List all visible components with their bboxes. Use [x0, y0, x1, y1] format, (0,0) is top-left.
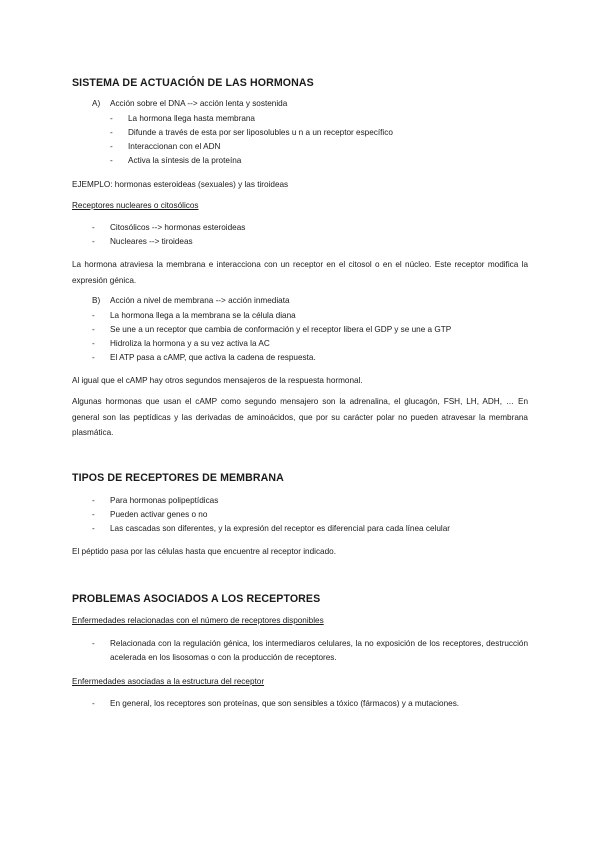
list-item: La hormona llega a la membrana se la célula diana — [110, 311, 296, 320]
dash: - — [110, 156, 113, 165]
section-title-problemas: PROBLEMAS ASOCIADOS A LOS RECEPTORES — [72, 593, 321, 605]
subheading: Enfermedades asociadas a la estructura del receptor — [72, 677, 265, 686]
list-heading-a: Acción sobre el DNA --> acción lenta y sostenida — [110, 99, 288, 108]
list-item: Relacionada con la regulación génica, los intermediaros celulares, la no exposición de los receptores, destrucción acelerada en los lisosomas o con la producción de receptores. — [110, 639, 528, 662]
list-item: Hidroliza la hormona y a su vez activa la AC — [110, 339, 270, 348]
ejemplo-text: EJEMPLO: hormonas esteroideas (sexuales) y las tiroideas — [72, 180, 289, 189]
dash: - — [92, 311, 95, 320]
list-item: En general, los receptores son proteínas, que son sensibles a tóxico (fármacos) y a mutaciones. — [110, 699, 460, 708]
section-title-hormonas: SISTEMA DE ACTUACIÓN DE LAS HORMONAS — [72, 77, 314, 89]
dash: - — [110, 114, 113, 123]
dash: - — [110, 128, 113, 137]
dash: - — [92, 524, 95, 533]
list-item: El ATP pasa a cAMP, que activa la cadena de respuesta. — [110, 353, 316, 362]
section-title-tipos: TIPOS DE RECEPTORES DE MEMBRANA — [72, 472, 284, 484]
subheading: Enfermedades relacionadas con el número de receptores disponibles — [72, 616, 324, 625]
paragraph: Algunas hormonas que usan el cAMP como segundo mensajero son la adrenalina, el glucagón, FSH, LH, ADH, … En general son las peptídicas y las derivadas de aminoácidos, que por su carácter polar no pueden atravesar la membrana plasmática. — [72, 397, 528, 437]
paragraph: Al igual que el cAMP hay otros segundos mensajeros de la respuesta hormonal. — [72, 376, 363, 385]
list-heading-b: Acción a nivel de membrana --> acción inmediata — [110, 296, 290, 305]
dash: - — [92, 237, 95, 246]
dash: - — [92, 639, 95, 648]
list-item: Citosólicos --> hormonas esteroideas — [110, 223, 246, 232]
list-item: Nucleares --> tiroideas — [110, 237, 193, 246]
list-item: Las cascadas son diferentes, y la expresión del receptor es diferencial para cada línea celular — [110, 524, 450, 533]
paragraph: El péptido pasa por las células hasta que encuentre al receptor indicado. — [72, 547, 336, 556]
list-item: Para hormonas polipeptídicas — [110, 496, 219, 505]
list-marker-a: A) — [92, 99, 101, 108]
list-item: Pueden activar genes o no — [110, 510, 208, 519]
dash: - — [92, 339, 95, 348]
list-item: Activa la síntesis de la proteína — [128, 156, 242, 165]
dash: - — [92, 353, 95, 362]
receptores-heading: Receptores nucleares o citosólicos — [72, 201, 199, 210]
dash: - — [92, 496, 95, 505]
dash: - — [92, 223, 95, 232]
list-item: Difunde a través de esta por ser liposolubles u n a un receptor específico — [128, 128, 393, 137]
paragraph: La hormona atraviesa la membrana e interacciona con un receptor en el citosol o en el núcleo. Este receptor modifica la expresión génica. — [72, 260, 528, 285]
dash: - — [110, 142, 113, 151]
list-marker-b: B) — [92, 296, 101, 305]
list-item: Se une a un receptor que cambia de conformación y el receptor libera el GDP y se une a GTP — [110, 325, 452, 334]
dash: - — [92, 325, 95, 334]
dash: - — [92, 510, 95, 519]
dash: - — [92, 699, 95, 708]
list-item: Interaccionan con el ADN — [128, 142, 221, 151]
list-item: La hormona llega hasta membrana — [128, 114, 255, 123]
